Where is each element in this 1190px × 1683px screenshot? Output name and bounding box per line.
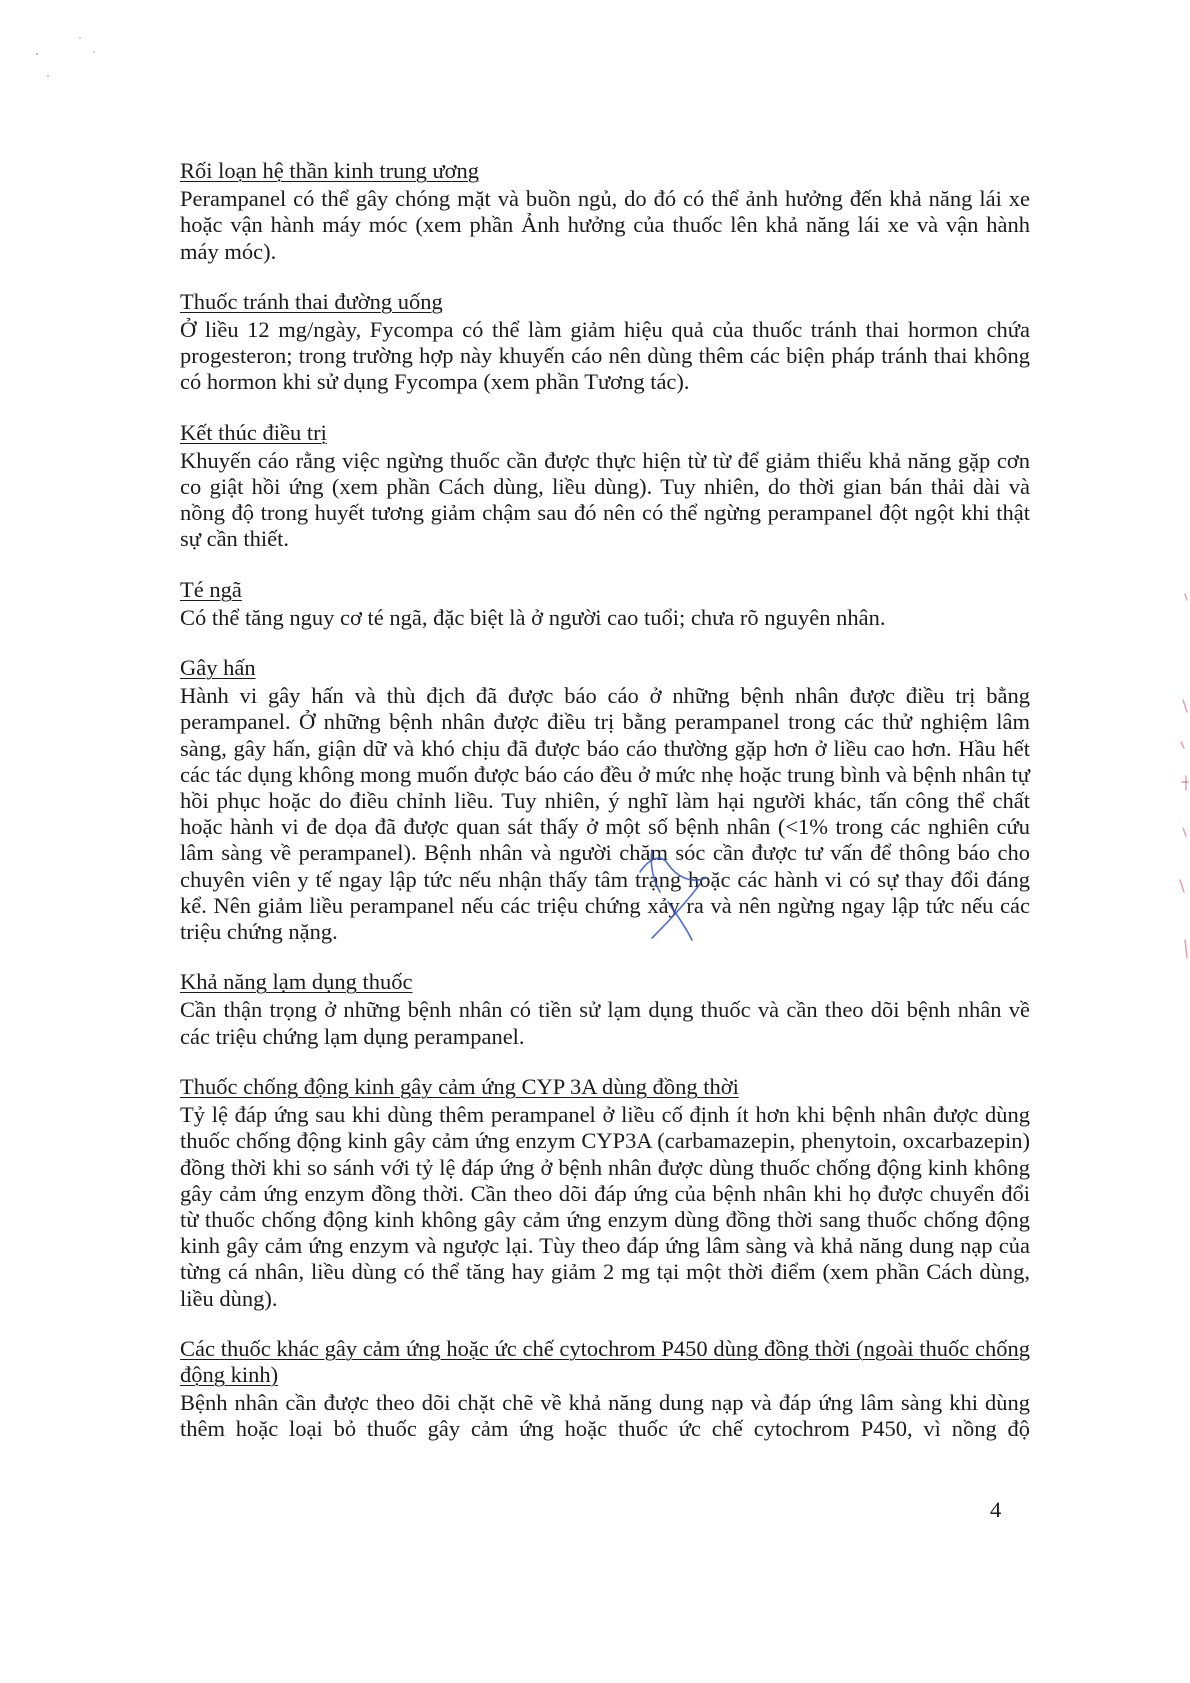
section-paragraph: Có thể tăng nguy cơ té ngã, đặc biệt là ở người cao tuổi; chưa rõ nguyên nhân. xyxy=(180,604,886,630)
edge-marks xyxy=(1180,594,1188,958)
section-concomitant-cyp3a-inducers xyxy=(180,1074,1030,1312)
section-paragraph: Cần thận trọng ở những bệnh nhân có tiền sử lạm dụng thuốc và cần theo dõi bệnh nhân về các triệu chứng lạm dụng perampanel. xyxy=(180,997,1030,1049)
section-paragraph: Hành vi gây hấn và thù địch đã được báo cáo ở những bệnh nhân được điều trị bằng perampanel. Ở những bệnh nhân được điều trị bằng perampanel trong các thử nghiệm lâm sàng, gây hấn, giận dữ và khó chịu đã được báo cáo thường gặp hơn ở liều cao hơn. Hầu hết các tác dụng không mong muốn được báo cáo đều ở mức nhẹ hoặc trung bình và bệnh nhân tự hồi phục hoặc do điều chỉnh liều. Tuy nhiên, ý nghĩ làm hại người khác, tấn công thể chất hoặc hành vi đe dọa đã được quan sát thấy ở một số bệnh nhân (<1% trong các nghiên cứu lâm sàng về perampanel). Bệnh nhân và người chăm sóc cần được tư vấn để thông báo cho chuyên viên y tế ngay lập tức nếu nhận thấy tâm trạng hoặc các hành vi có sự thay đổi đáng kể. Nên giảm liều perampanel nếu các triệu chứng xảy ra và nên ngừng ngay lập tức nếu các triệu chứng nặng. xyxy=(180,683,1030,945)
section-heading: Kết thúc điều trị xyxy=(180,419,327,445)
section-paragraph: Ở liều 12 mg/ngày, Fycompa có thể làm giảm hiệu quả của thuốc tránh thai hormon chứa progesteron; trong trường hợp này khuyến cáo nên dùng thêm các biện pháp tránh thai không có hormon khi sử dụng Fycompa (xem phần Tương tác). xyxy=(180,317,1030,395)
section-heading: Gây hấn xyxy=(180,655,256,681)
section-heading: Thuốc tránh thai đường uống xyxy=(180,288,443,314)
section-heading: Thuốc chống động kinh gây cảm ứng CYP 3A dùng đồng thời xyxy=(180,1073,739,1099)
section-heading: Các thuốc khác gây cảm ứng hoặc ức chế cytochrom P450 dùng đồng thời (ngoài thuốc chống động kinh) xyxy=(180,1335,1030,1387)
section-heading: Khả năng lạm dụng thuốc xyxy=(180,969,413,995)
section-cns-disorders xyxy=(180,158,1030,265)
document-body xyxy=(180,158,1030,1467)
section-oral-contraceptives xyxy=(180,289,1030,396)
section-other-cyp450-modulators xyxy=(180,1336,1030,1443)
section-aggression xyxy=(180,655,1030,945)
section-paragraph: Perampanel có thể gây chóng mặt và buồn ngủ, do đó có thể ảnh hưởng đến khả năng lái xe hoặc vận hành máy móc (xem phần Ảnh hưởng của thuốc lên khả năng lái xe và vận hành máy móc). xyxy=(180,186,1030,264)
section-treatment-discontinuation xyxy=(180,420,1030,553)
section-paragraph: Khuyến cáo rằng việc ngừng thuốc cần được thực hiện từ từ để giảm thiểu khả năng gặp cơn co giật hồi ứng (xem phần Cách dùng, liều dùng). Tuy nhiên, do thời gian bán thải dài và nồng độ trong huyết tương giảm chậm sau đó nên có thể ngừng perampanel đột ngột khi thật sự cần thiết. xyxy=(180,447,1030,552)
section-abuse-potential xyxy=(180,969,1030,1050)
section-heading: Rối loạn hệ thần kinh trung ương xyxy=(180,158,480,183)
section-falls xyxy=(180,577,1030,631)
section-heading: Té ngã xyxy=(180,576,242,602)
dust-specks xyxy=(36,37,95,77)
section-paragraph: Bệnh nhân cần được theo dõi chặt chẽ về khả năng dung nạp và đáp ứng lâm sàng khi dùng thêm hoặc loại bỏ thuốc gây cảm ứng hoặc thuốc ức chế cytochrom P450, vì nồng độ xyxy=(180,1390,1030,1442)
section-paragraph: Tỷ lệ đáp ứng sau khi dùng thêm perampanel ở liều cố định ít hơn khi bệnh nhân được dùng thuốc chống động kinh gây cảm ứng enzym CYP3A (carbamazepin, phenytoin, oxcarbazepin) đồng thời khi so sánh với tỷ lệ đáp ứng ở bệnh nhân được dùng thuốc chống động kinh không gây cảm ứng enzym đồng thời. Cần theo dõi đáp ứng của bệnh nhân khi họ được chuyển đổi từ thuốc chống động kinh không gây cảm ứng enzym dùng đồng thời sang thuốc chống động kinh gây cảm ứng enzym và ngược lại. Tùy theo đáp ứng lâm sàng và khả năng dung nạp của từng cá nhân, liều dùng có thể tăng hay giảm 2 mg tại một thời điểm (xem phần Cách dùng, liều dùng). xyxy=(180,1102,1030,1311)
page-number: 4 xyxy=(990,1497,1002,1522)
